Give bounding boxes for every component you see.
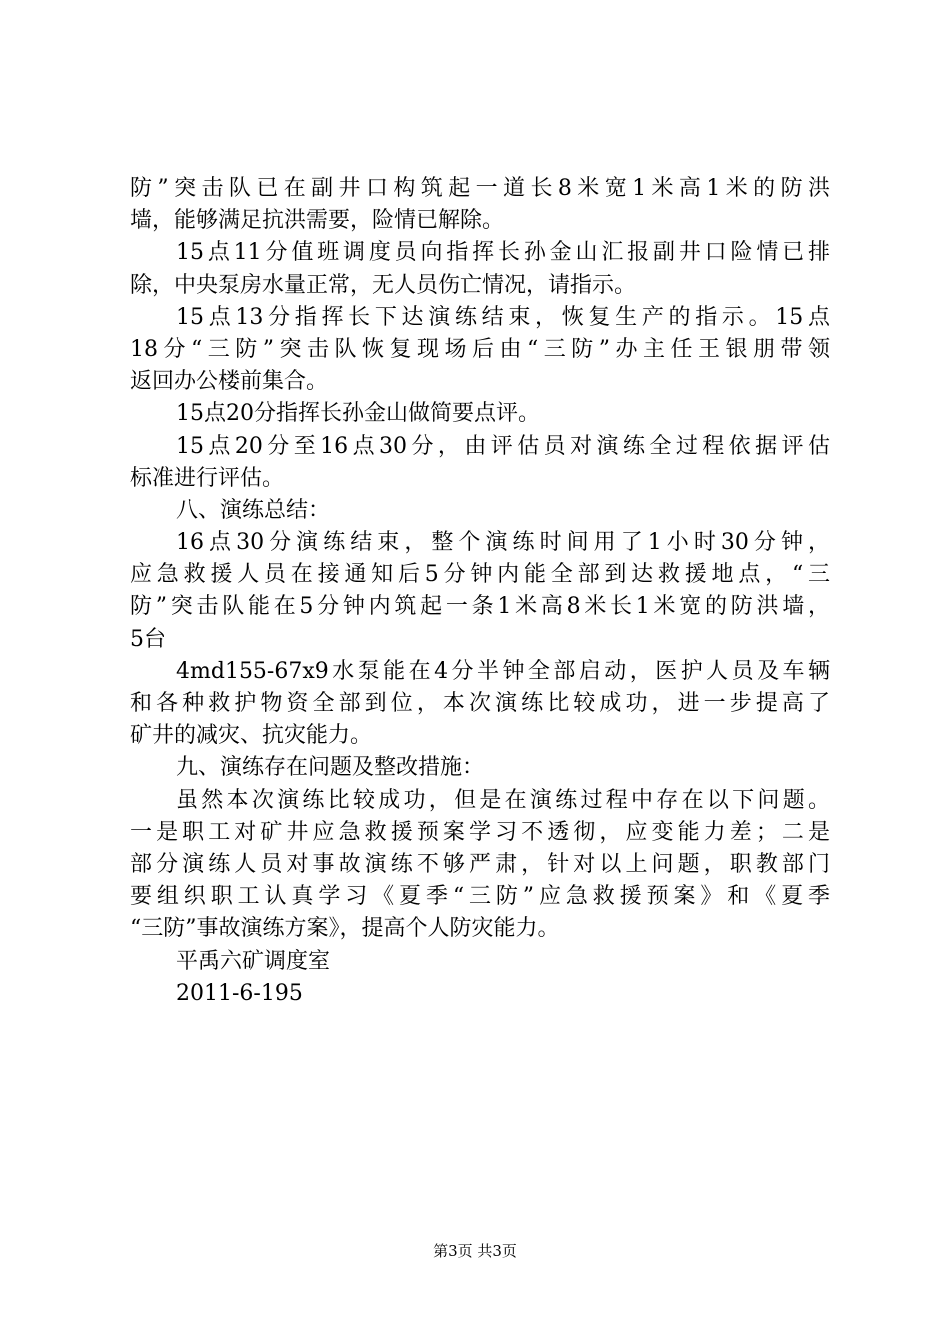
document-line: 18分“三防”突击队恢复现场后由“三防”办主任王银朋带领	[130, 336, 830, 362]
document-line: 4md155-67x9水泵能在4分半钟全部启动，医护人员及车辆	[176, 658, 830, 684]
document-line: 防”突击队能在5分钟内筑起一条1米高8米长1米宽的防洪墙，	[130, 594, 830, 620]
document-line: 和各种救护物资全部到位，本次演练比较成功，进一步提高了	[130, 691, 830, 716]
document-line: 15点11分值班调度员向指挥长孙金山汇报副井口险情已排	[176, 240, 830, 266]
document-line: 要组织职工认真学习《夏季“三防”应急救援预案》和《夏季	[130, 884, 830, 910]
document-line: 返回办公楼前集合。	[130, 369, 329, 395]
document-line: 15点20分指挥长孙金山做简要点评。	[176, 401, 540, 427]
document-line: “三防”事故演练方案》，提高个人防灾能力。	[130, 916, 560, 942]
document-line: 九、演练存在问题及整改措施：	[176, 755, 485, 781]
document-line: 矿井的减灾、抗灾能力。	[130, 723, 373, 749]
document-line: 虽然本次演练比较成功，但是在演练过程中存在以下问题。	[176, 787, 830, 813]
document-line: 标准进行评估。	[130, 465, 285, 491]
page-footer: 第3页 共3页	[433, 1242, 517, 1260]
document-line: 16点30分演练结束，整个演练时间用了1小时30分钟，	[176, 530, 830, 556]
document-line: 防”突击队已在副井口构筑起一道长8米宽1米高1米的防洪	[130, 176, 830, 201]
document-line: 一是职工对矿井应急救援预案学习不透彻，应变能力差；二是	[130, 819, 830, 845]
document-body	[130, 173, 830, 1010]
document-line: 墙，能够满足抗洪需要，险情已解除。	[130, 208, 505, 234]
document-line: 15点13分指挥长下达演练结束，恢复生产的指示。15点	[176, 304, 830, 330]
document-line: 平禹六矿调度室	[176, 948, 331, 974]
document-line: 部分演练人员对事故演练不够严肃，针对以上问题，职教部门	[130, 851, 830, 877]
document-line: 15点20分至16点30分，由评估员对演练全过程依据评估	[176, 433, 830, 459]
document-line: 应急救援人员在接通知后5分钟内能全部到达救援地点，“三	[130, 562, 830, 588]
document-line: 八、演练总结：	[176, 497, 331, 523]
document-line: 2011-6-195	[176, 980, 303, 1006]
document-line: 5台	[130, 626, 166, 652]
document-line: 除，中央泵房水量正常，无人员伤亡情况，请指示。	[130, 272, 637, 298]
